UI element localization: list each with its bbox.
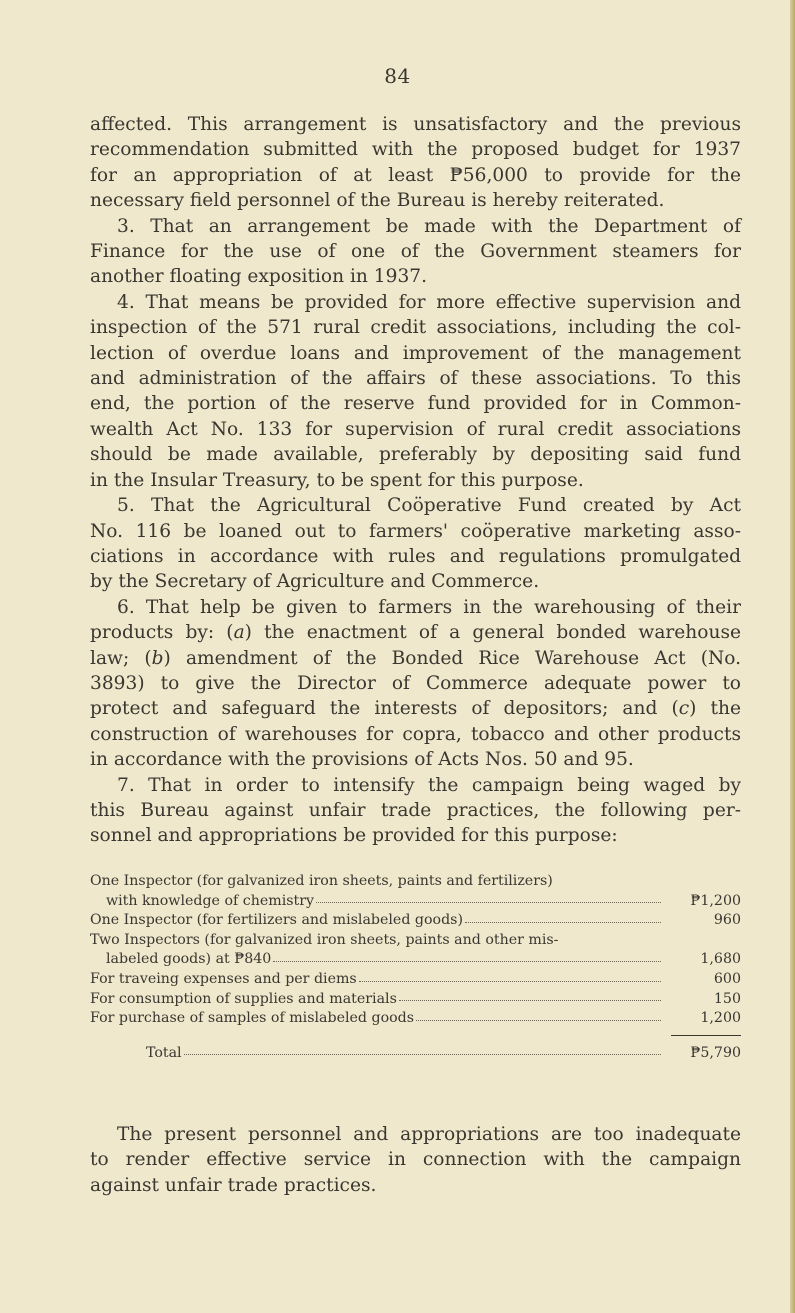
text-line: 5. That the Agricultural Coöperative Fund created by Act: [117, 495, 741, 517]
paragraph-continued: [90, 112, 741, 214]
budget-item-amount: ₱1,200: [690, 892, 741, 909]
dot-leader: [273, 961, 661, 962]
budget-row: [90, 872, 741, 892]
budget-item-amount: 600: [713, 970, 741, 987]
text-line: to render effective service in connection with the campaign: [90, 1149, 741, 1171]
budget-item-amount: 960: [713, 912, 741, 929]
total-rule: [671, 1035, 741, 1036]
budget-row: [90, 911, 741, 931]
budget-item-description: Two Inspectors (for galvanized iron sheets, paints and other mis-: [90, 931, 559, 948]
budget-item-description: labeled goods) at ₱840: [106, 951, 272, 968]
budget-total-row: [90, 1044, 741, 1064]
text-line: and administration of the affairs of these associations. To this: [90, 368, 741, 390]
budget-table: [90, 872, 741, 1063]
text-line: inspection of the 571 rural credit associations, including the col-: [90, 317, 741, 339]
total-amount: ₱5,790: [690, 1044, 741, 1061]
total-label: Total: [146, 1044, 182, 1061]
text-line: construction of warehouses for copra, tobacco and other products: [90, 723, 741, 745]
text-line: sonnel and appropriations be provided for this purpose:: [90, 825, 618, 847]
paragraph-item-3: [90, 214, 741, 290]
dot-leader: [399, 1000, 661, 1001]
budget-row: [90, 1009, 741, 1029]
dot-leader: [184, 1054, 661, 1055]
text-line: another floating exposition in 1937.: [90, 266, 428, 288]
text-line: law; (b) amendment of the Bonded Rice Warehouse Act (No.: [90, 647, 742, 669]
text-line: 6. That help be given to farmers in the warehousing of their: [117, 596, 741, 618]
dot-leader: [465, 922, 661, 923]
text-line: end, the portion of the reserve fund provided for in Common-: [90, 393, 741, 415]
budget-row: [90, 892, 741, 912]
text-line: 3893) to give the Director of Commerce adequate power to: [90, 672, 741, 694]
budget-item-description: For consumption of supplies and materials: [90, 990, 397, 1007]
budget-row: [90, 950, 741, 970]
text-line: by the Secretary of Agriculture and Commerce.: [90, 571, 540, 593]
closing-paragraph: [90, 1122, 741, 1198]
text-line: recommendation submitted with the proposed budget for 1937: [90, 139, 741, 161]
budget-item-description: One Inspector (for galvanized iron sheets, paints and fertilizers): [90, 873, 553, 889]
text-line: should be made available, preferably by depositing said fund: [90, 444, 741, 466]
text-line: The present personnel and appropriations are too inadequate: [117, 1124, 741, 1145]
text-line: for an appropriation of at least ₱56,000 to provide for the: [90, 164, 741, 186]
text-line: in accordance with the provisions of Acts Nos. 50 and 95.: [90, 749, 634, 771]
page-number: 84: [384, 64, 411, 88]
dot-leader: [416, 1020, 661, 1021]
budget-row: [90, 970, 741, 990]
text-line: No. 116 be loaned out to farmers' coöperative marketing asso-: [90, 520, 741, 542]
text-line: in the Insular Treasury, to be spent for this purpose.: [90, 469, 584, 491]
text-line: this Bureau against unfair trade practices, the following per-: [90, 799, 741, 821]
text-line: protect and safeguard the interests of depositors; and (c) the: [90, 698, 741, 720]
body-text: [90, 112, 741, 849]
budget-item-amount: 150: [713, 990, 741, 1007]
budget-item-description: One Inspector (for fertilizers and mislabeled goods): [90, 912, 463, 929]
text-line: necessary field personnel of the Bureau is hereby reiterated.: [90, 190, 665, 212]
budget-item-amount: 1,680: [700, 951, 741, 968]
paragraph-item-6: [90, 595, 741, 773]
text-line: wealth Act No. 133 for supervision of rural credit associations: [90, 418, 741, 440]
budget-item-description: For traveing expenses and per diems: [90, 970, 357, 987]
text-line: 3. That an arrangement be made with the Department of: [117, 215, 741, 237]
paragraph-item-4: [90, 290, 741, 493]
page-edge: [790, 0, 795, 1313]
text-line: 4. That means be provided for more effective supervision and: [117, 291, 741, 313]
text-line: 7. That in order to intensify the campaign being waged by: [117, 774, 741, 796]
text-line: products by: (a) the enactment of a general bonded warehouse: [90, 622, 741, 644]
budget-item-description: with knowledge of chemistry: [106, 892, 315, 909]
text-line: affected. This arrangement is unsatisfactory and the previous: [90, 114, 741, 135]
budget-row: [90, 931, 741, 951]
budget-item-amount: 1,200: [700, 1010, 741, 1027]
text-line: lection of overdue loans and improvement of the management: [90, 342, 741, 364]
budget-item-description: For purchase of samples of mislabeled goods: [90, 1010, 415, 1027]
dot-leader: [316, 902, 661, 903]
paragraph-item-7: [90, 773, 741, 849]
dot-leader: [359, 981, 661, 982]
text-line: against unfair trade practices.: [90, 1174, 377, 1196]
paragraph-item-5: [90, 493, 741, 595]
budget-row: [90, 990, 741, 1010]
text-line: ciations in accordance with rules and regulations promulgated: [90, 545, 741, 567]
text-line: Finance for the use of one of the Government steamers for: [90, 241, 741, 263]
